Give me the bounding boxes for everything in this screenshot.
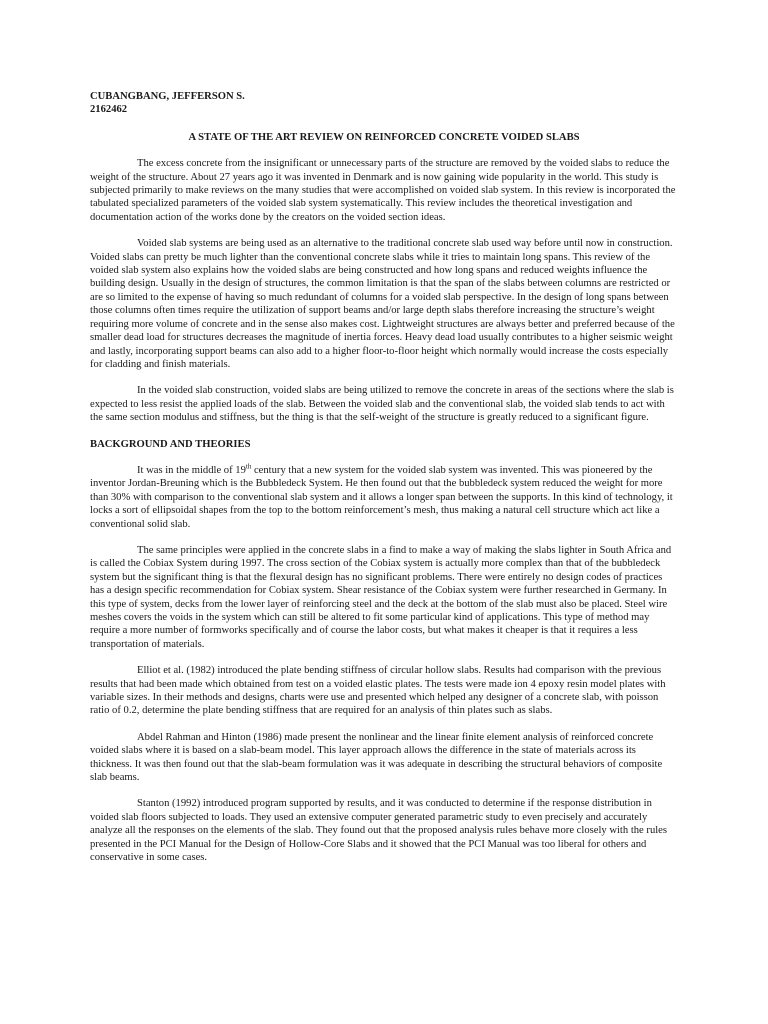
background-p1-text-end: century that a new system for the voided slab system was invented. This was pioneered by the inventor Jordan-Breuning which is the Bubbledeck System. He then found out that the bubbledeck system reduced the weight for more than 30% with comparison to the conventional slab system and it allows a longer span between the supports. In this kind of technology, it locks a sort of ellipsoidal shapes from the top to the bottom reinforcement’s mesh, thus making a natural cell structure which act like a conventional solid slab. [90, 464, 673, 530]
background-p1-text-start: It was in the middle of 19 [137, 464, 246, 476]
document-title: A STATE OF THE ART REVIEW ON REINFORCED CONCRETE VOIDED SLABS [188, 131, 580, 143]
intro-paragraph-1: The excess concrete from the insignificant or unnecessary parts of the structure are removed by the voided slabs to reduce the weight of the structure. About 27 years ago it was invented in Denmark and is now gaining wide popularity in the world. This study is subjected primarily to make reviews on the many studies that were accomplished on voided slab system. In this review is incorporated the tabulated specialized parameters of the voided slab system systematically. This review includes the theoretical investigation and documentation action of the works done by the creators on the voided section ideas. [90, 158, 676, 223]
intro-paragraph-3: In the voided slab construction, voided slabs are being utilized to remove the concrete in areas of the sections where the slab is expected to less resist the applied loads of the slab. Between the voided slab and the conventional slab, the voided slab tends to act with the same section modulus and stiffness, but the thing is that the self-weight of the structure is greatly reduced to a significant figure. [90, 385, 674, 424]
document-page [90, 90, 678, 878]
author-name: CUBANGBANG, JEFFERSON S. [90, 91, 245, 102]
ordinal-superscript: th [245, 462, 252, 471]
background-paragraph-1 [90, 464, 678, 531]
section-heading-background: BACKGROUND AND THEORIES [90, 438, 251, 450]
background-paragraph-3: Elliot et al. (1982) introduced the plate bending stiffness of circular hollow slabs. Results had comparison with the previous results that had been made which obtained from test on a voided elastic plates. The tests were made ion 4 epoxy resin model plates with variable sizes. In their methods and designs, charts were use and presented which helped any designer of a concrete slab, with poisson ratio of 0.2, determine the plate bending stiffness that are required for an analysis of thin plates such as slabs. [90, 665, 666, 717]
background-paragraph-2: The same principles were applied in the concrete slabs in a find to make a way of making the slabs lighter in South Africa and is called the Cobiax System during 1997. The cross section of the Cobiax system is actually more complex than that of the bubbledeck system but the significant thing is that the flexural design has no significant problems. There were entirely no design codes of practices has a design specific recommendation for Cobiax system. Shear resistance of the Cobiax system were further researched in Germany. In this type of system, decks from the lower layer of reinforcing steel and the deck at the bottom of the slab must also be placed. Steel wire meshes covers the voids in the system which can still be altered to fit some particular kind of applications. This type of method may require a more number of formworks specifically and of course the labor costs, but what makes it cheaper is that it requires a less transportation of materials. [90, 544, 672, 650]
background-paragraph-5: Stanton (1992) introduced program supported by results, and it was conducted to determine if the response distribution in voided slab floors subjected to loads. They used an extensive computer generated parametric study to even precisely and accurately analyze all the responses on the elements of the slab. They found out that the proposed analysis rules behave more closely with the rules presented in the PCI Manual for the Design of Hollow-Core Slabs and it showed that the PCI Manual was too liberal for others and conservative in some cases. [90, 798, 668, 864]
student-id: 2162462 [90, 104, 128, 116]
intro-paragraph-2: Voided slab systems are being used as an alternative to the traditional concrete slab used way before until now in construction. Voided slabs can pretty be much lighter than the conventional concrete slabs while it tries to maintain long spans. This review of the voided slab system also explains how the voided slabs are being constructed and how long spans and reduced weights influence the building design. Usually in the design of structures, the common limitation is that the span of the slabs between columns are restricted or are so limited to the expense of having so much redundant of columns for a voided slab perspective. In the design of long spans between those columns often times require the utilization of support beams and/or large depth slabs therefore increasing the structure’s weight requiring more volume of concrete and in the sense also makes cost. Lightweight structures are always better and preferred because of the smaller dead load for structures decreases the magnitude of inertia forces. Heavy dead load usually contributes to a higher seismic weight and lastly, incorporating support beams can also add to a higher floor-to-floor height which normally would increase the costs especially for cladding and finish materials. [90, 238, 675, 370]
background-paragraph-4: Abdel Rahman and Hinton (1986) made present the nonlinear and the linear finite element analysis of reinforced concrete voided slabs where it is based on a slab-beam model. This layer approach allows the difference in the state of materials across its thickness. It was then found out that the slab-beam formulation was it was adequate in describing the structural behaviors of composite slab beams. [90, 731, 663, 784]
